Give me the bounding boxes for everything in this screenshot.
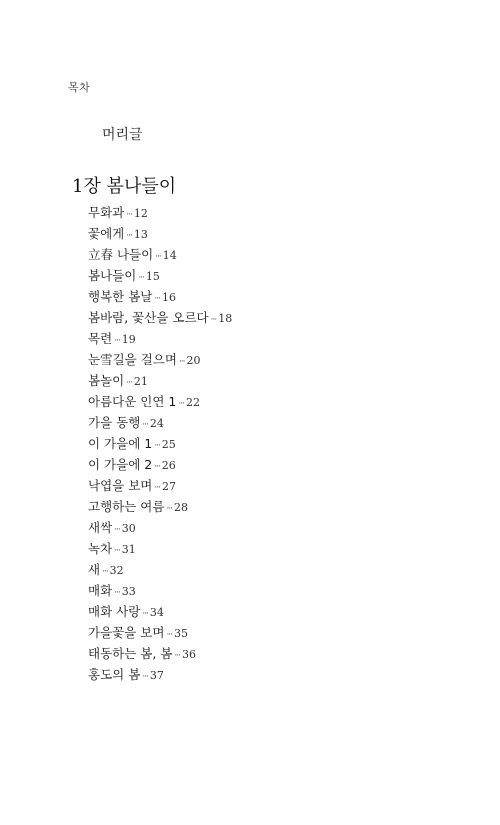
toc-entry[interactable] xyxy=(88,664,232,685)
toc-entry-title: 이 가을에 2 xyxy=(88,457,153,472)
toc-page-number: 36 xyxy=(181,648,196,661)
toc-entry-title: 立春 나들이 xyxy=(88,247,154,262)
toc-entry-title: 봄바람, 꽃산을 오르다 xyxy=(88,310,209,325)
toc-leader: ··· xyxy=(154,483,160,493)
toc-page-number: 32 xyxy=(109,564,124,577)
toc-entry[interactable] xyxy=(88,370,232,391)
toc-page-number: 19 xyxy=(121,333,136,346)
toc-page-number: 14 xyxy=(162,249,177,262)
toc-leader: ··· xyxy=(114,525,120,535)
toc-leader: ··· xyxy=(155,252,161,262)
toc-leader: ··· xyxy=(138,273,144,283)
toc-list xyxy=(88,202,232,685)
toc-entry-title: 낙엽을 보며 xyxy=(88,478,153,493)
toc-page-number: 37 xyxy=(149,669,164,682)
toc-entry-title: 가을꽃을 보며 xyxy=(88,625,165,640)
toc-leader: ··· xyxy=(154,462,160,472)
toc-entry[interactable] xyxy=(88,223,232,244)
toc-leader: ··· xyxy=(102,567,108,577)
toc-page-number: 30 xyxy=(121,522,136,535)
toc-entry-title: 홍도의 봄 xyxy=(88,667,141,682)
toc-leader: ··· xyxy=(154,441,160,451)
toc-entry-title: 아름다운 인연 1 xyxy=(88,394,177,409)
toc-entry[interactable] xyxy=(88,328,232,349)
toc-page-number: 26 xyxy=(161,459,176,472)
toc-entry[interactable] xyxy=(88,601,232,622)
toc-leader: ··· xyxy=(142,609,148,619)
toc-entry[interactable] xyxy=(88,412,232,433)
toc-entry[interactable] xyxy=(88,286,232,307)
toc-leader: ··· xyxy=(178,357,185,367)
toc-page-number: 31 xyxy=(121,543,136,556)
toc-leader: ··· xyxy=(178,399,184,409)
toc-entry[interactable] xyxy=(88,622,232,643)
chapter-title[interactable]: 1장 봄나들이 xyxy=(72,176,177,197)
toc-leader: ··· xyxy=(174,651,180,661)
toc-entry-title: 눈雪길을 걸으며 xyxy=(88,352,177,367)
toc-leader: ··· xyxy=(166,630,173,640)
toc-page-number: 18 xyxy=(218,312,233,325)
toc-page-number: 27 xyxy=(161,480,176,493)
toc-page-number: 15 xyxy=(145,270,160,283)
toc-entry-title: 봄나들이 xyxy=(88,268,137,283)
toc-page-number: 12 xyxy=(133,207,148,220)
toc-leader: ··· xyxy=(210,315,217,325)
toc-entry[interactable] xyxy=(88,517,232,538)
toc-entry-title: 새 xyxy=(88,562,101,577)
toc-entry[interactable] xyxy=(88,538,232,559)
toc-entry[interactable] xyxy=(88,307,232,328)
toc-entry-title: 무화과 xyxy=(88,205,125,220)
toc-leader: ··· xyxy=(126,378,132,388)
toc-page-number: 24 xyxy=(149,417,164,430)
toc-entry-title: 태동하는 봄, 봄 xyxy=(88,646,173,661)
toc-entry-title: 이 가을에 1 xyxy=(88,436,153,451)
toc-entry[interactable] xyxy=(88,559,232,580)
toc-leader: ··· xyxy=(166,504,173,514)
toc-entry-title: 매화 xyxy=(88,583,113,598)
toc-entry[interactable] xyxy=(88,265,232,286)
toc-page-number: 34 xyxy=(149,606,164,619)
toc-entry[interactable] xyxy=(88,433,232,454)
toc-entry-title: 가을 동행 xyxy=(88,415,141,430)
toc-page-number: 21 xyxy=(133,375,148,388)
preface-entry[interactable]: 머리글 xyxy=(102,127,143,143)
toc-entry-title: 봄놀이 xyxy=(88,373,125,388)
toc-leader: ··· xyxy=(114,546,120,556)
toc-page-number: 33 xyxy=(121,585,136,598)
toc-entry[interactable] xyxy=(88,475,232,496)
toc-leader: ··· xyxy=(126,210,132,220)
toc-entry-title: 매화 사랑 xyxy=(88,604,141,619)
toc-page-number: 20 xyxy=(186,354,201,367)
toc-entry[interactable] xyxy=(88,643,232,664)
toc-entry-title: 고행하는 여름 xyxy=(88,499,165,514)
toc-page-number: 28 xyxy=(174,501,189,514)
toc-leader: ··· xyxy=(114,336,120,346)
toc-page-number: 22 xyxy=(185,396,200,409)
toc-entry[interactable] xyxy=(88,580,232,601)
toc-entry-title: 새싹 xyxy=(88,520,113,535)
toc-entry[interactable] xyxy=(88,202,232,223)
toc-entry-title: 꽃에게 xyxy=(88,226,125,241)
toc-page-number: 25 xyxy=(161,438,176,451)
toc-entry-title: 녹차 xyxy=(88,541,113,556)
toc-entry[interactable] xyxy=(88,244,232,265)
toc-leader: ··· xyxy=(114,588,120,598)
toc-entry[interactable] xyxy=(88,496,232,517)
toc-heading: 목차 xyxy=(68,81,91,94)
toc-page-number: 16 xyxy=(161,291,176,304)
toc-leader: ··· xyxy=(142,420,148,430)
toc-leader: ··· xyxy=(126,231,132,241)
toc-entry[interactable] xyxy=(88,349,232,370)
toc-leader: ··· xyxy=(154,294,160,304)
toc-entry-title: 목련 xyxy=(88,331,113,346)
toc-entry[interactable] xyxy=(88,454,232,475)
toc-page-number: 13 xyxy=(133,228,148,241)
toc-page-number: 35 xyxy=(174,627,189,640)
toc-entry[interactable] xyxy=(88,391,232,412)
toc-leader: ··· xyxy=(142,672,148,682)
toc-entry-title: 행복한 봄날 xyxy=(88,289,153,304)
